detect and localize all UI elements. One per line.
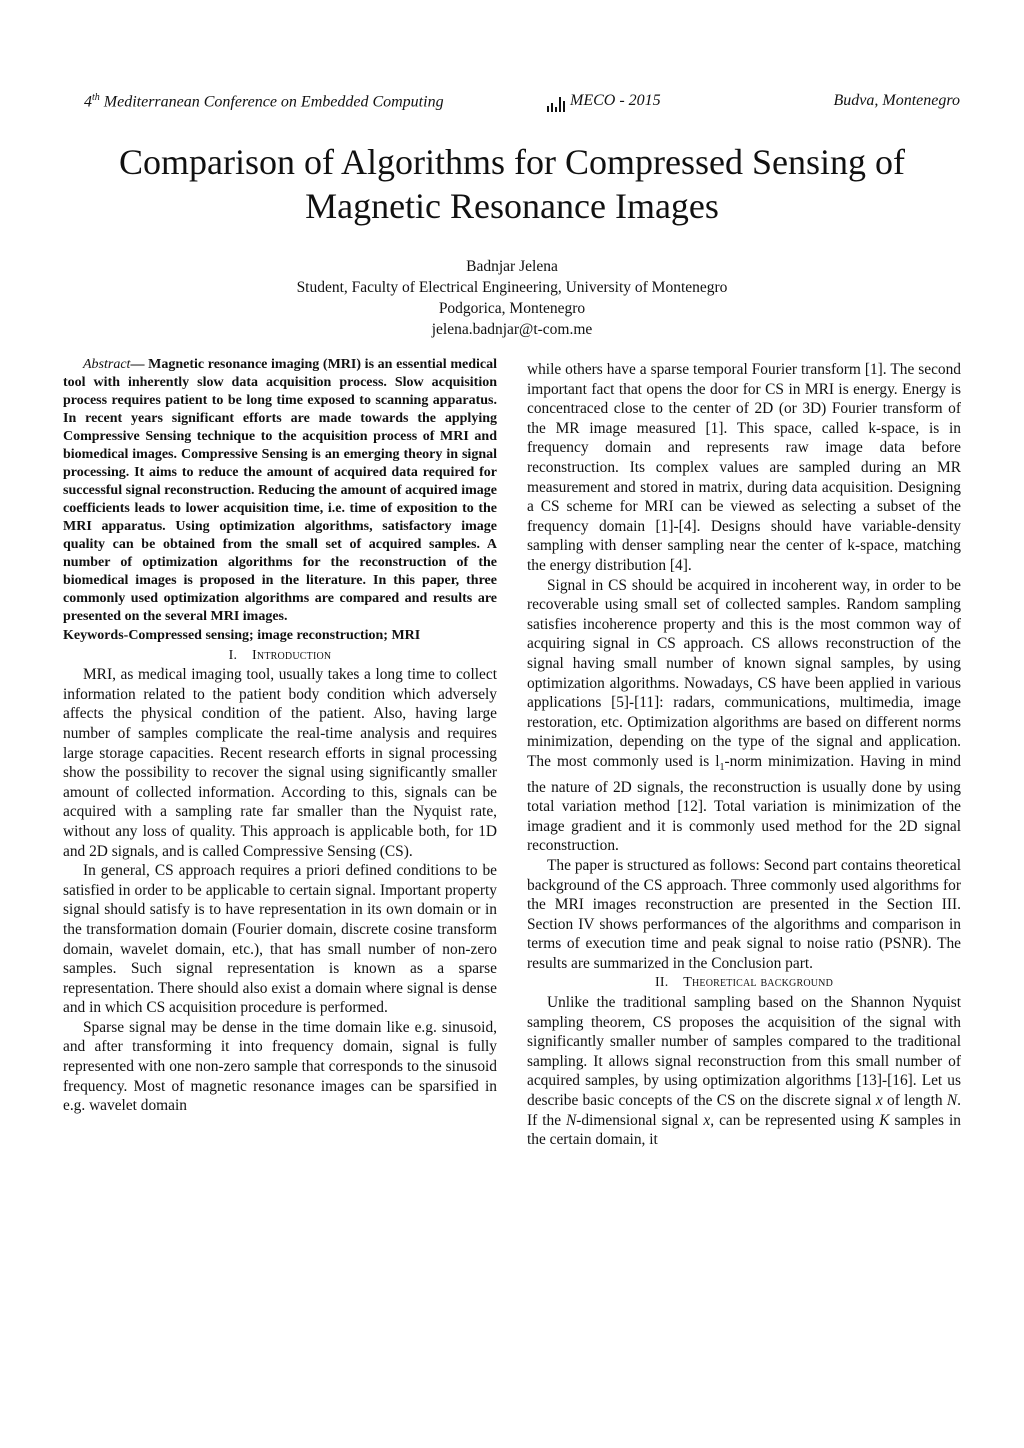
meco-year: MECO - 2015 [570, 92, 661, 109]
running-header [64, 92, 960, 118]
intro-paragraph-3-continued: while others have a sparse temporal Fourier transform [1]. The second important fact that opens the door for CS in MRI is energy. Energy is concentraced close to the center of 2D (or 3D) Fourier transform of the MR image measured [1]. This space, called k-space, is in frequency domain and represents raw image data before reconstruction. Its complex values are sampled during an MR measurement and stored in matrix, during data acquisition. Designing a CS scheme for MRI can be viewed as selecting a subset of the frequency domain [1]-[4]. Designs should have variable-density sampling with denser sampling near the center of k-space, matching the energy distribution [4]. [527, 361, 961, 574]
conference-name: 4th Mediterranean Conference on Embedded Computing [84, 92, 444, 111]
paper-title [64, 140, 960, 228]
keywords: Keywords-Compressed sensing; image reconstruction; MRI [63, 628, 421, 643]
right-column [527, 360, 961, 1150]
intro-paragraph-5: The paper is structured as follows: Second part contains theoretical background of the CS approach. Three commonly used algorithms for the MRI images reconstruction are presented in the Section III. Section IV shows performances of the algorithms and comparison in terms of execution time and peak signal to noise ratio (PSNR). The results are summarized in the Conclusion part. [527, 856, 961, 972]
intro-paragraph-3: Sparse signal may be dense in the time domain like e.g. sinusoid, and after transforming it into frequency domain, signal is fully represented with one non-zero sample that corresponds to the sinusoid frequency. Most of magnetic resonance images can be sparsified in e.g. wavelet domain [63, 1018, 497, 1115]
background-paragraph-1: Unlike the traditional sampling based on the Shannon Nyquist sampling theorem, CS proposes the acquisition of the signal with significantly smaller number of samples compared to the traditional sampling. It allows signal reconstruction from this small number of acquired samples, by using optimization algorithms [13]-[16]. Let us describe basic concepts of the CS on the discrete signal x of length N. If the N-dimensional signal x, can be represented using K samples in the certain domain, it [527, 994, 961, 1149]
abstract: Abstract— Magnetic resonance imaging (MRI) is an essential medical tool with inherently slow data acquisition process. Slow acquisition process requires patient to be long time exposed to scanning apparatus. In recent years significant efforts are made towards the applying Compressive Sensing technique to the acquisition process of MRI and biomedical images. Compressive Sensing is an emerging theory in signal processing. It aims to reduce the amount of acquired data required for successful signal reconstruction. Reducing the amount of acquired image coefficients leads to lower acquisition time, i.e. time of exposition to the MRI apparatus. Using optimization algorithms, satisfactory image quality can be obtained from the small set of acquired samples. A number of optimization algorithms for the reconstruction of the biomedical images is proposed in the literature. In this paper, three commonly used optimization algorithms are compared and results are presented on the several MRI images. [63, 357, 497, 624]
title-line-1: Comparison of Algorithms for Compressed Sensing of [119, 142, 905, 182]
author-name: Badnjar Jelena [466, 258, 558, 275]
author-block [64, 256, 960, 340]
author-affiliation: Student, Faculty of Electrical Engineering, University of Montenegro [296, 279, 728, 296]
author-location: Podgorica, Montenegro [438, 300, 586, 317]
left-column [63, 356, 497, 1116]
intro-paragraph-1: MRI, as medical imaging tool, usually takes a long time to collect information related to the patient body condition which adversely affects the physical condition of the patient. Also, having large number of samples complicate the real-time analysis and requires large storage capacities. Recent research efforts in signal processing show the possibility to recover the signal using significantly smaller amount of collected information. According to this, signals can be acquired with a sampling rate far smaller than the Nyquist rate, without any loss of quality. This approach is applicable both, for 1D and 2D signals, and is called Compressive Sensing (CS). [63, 666, 497, 860]
section-heading-introduction: I. Introduction [228, 647, 332, 663]
venue: Budva, Montenegro [833, 92, 960, 109]
author-email[interactable]: jelena.badnjar@t-com.me [431, 321, 593, 338]
intro-paragraph-4: Signal in CS should be acquired in incoherent way, in order to be recoverable using small set of collected samples. Random sampling satisfies incoherence property and this is the most common way of acquiring signal in CS approach. CS allows reconstruction of the signal having small number of known signal samples, by using optimization algorithms. Nowadays, CS have been applied in various applications [5]-[11]: radars, communications, multimedia, image restoration, etc. Optimization algorithms are based on different norms minimization, depending on the type of the signal and application. The most commonly used is $l_1$-norm minimization. Having in mind the nature of 2D signals, the reconstruction is usually done by using total variation method [12]. Total variation is minimization of the image gradient and it is commonly used method for the 2D signal reconstruction. [527, 576, 961, 855]
section-heading-theoretical-background: II. Theoretical background [654, 975, 834, 991]
title-line-2: Magnetic Resonance Images [305, 186, 719, 226]
intro-paragraph-2: In general, CS approach requires a priori defined conditions to be satisfied in order to be applicable to certain signal. Important property signal should satisfy is to have representation in its own domain or in the transformation domain (Fourier domain, discrete cosine transform domain, wavelet domain, etc.), that has small number of non-zero samples. Such signal representation is known as a sparse representation. There should also exist a domain where signal is dense and in which CS acquisition procedure is performed. [63, 862, 497, 1017]
